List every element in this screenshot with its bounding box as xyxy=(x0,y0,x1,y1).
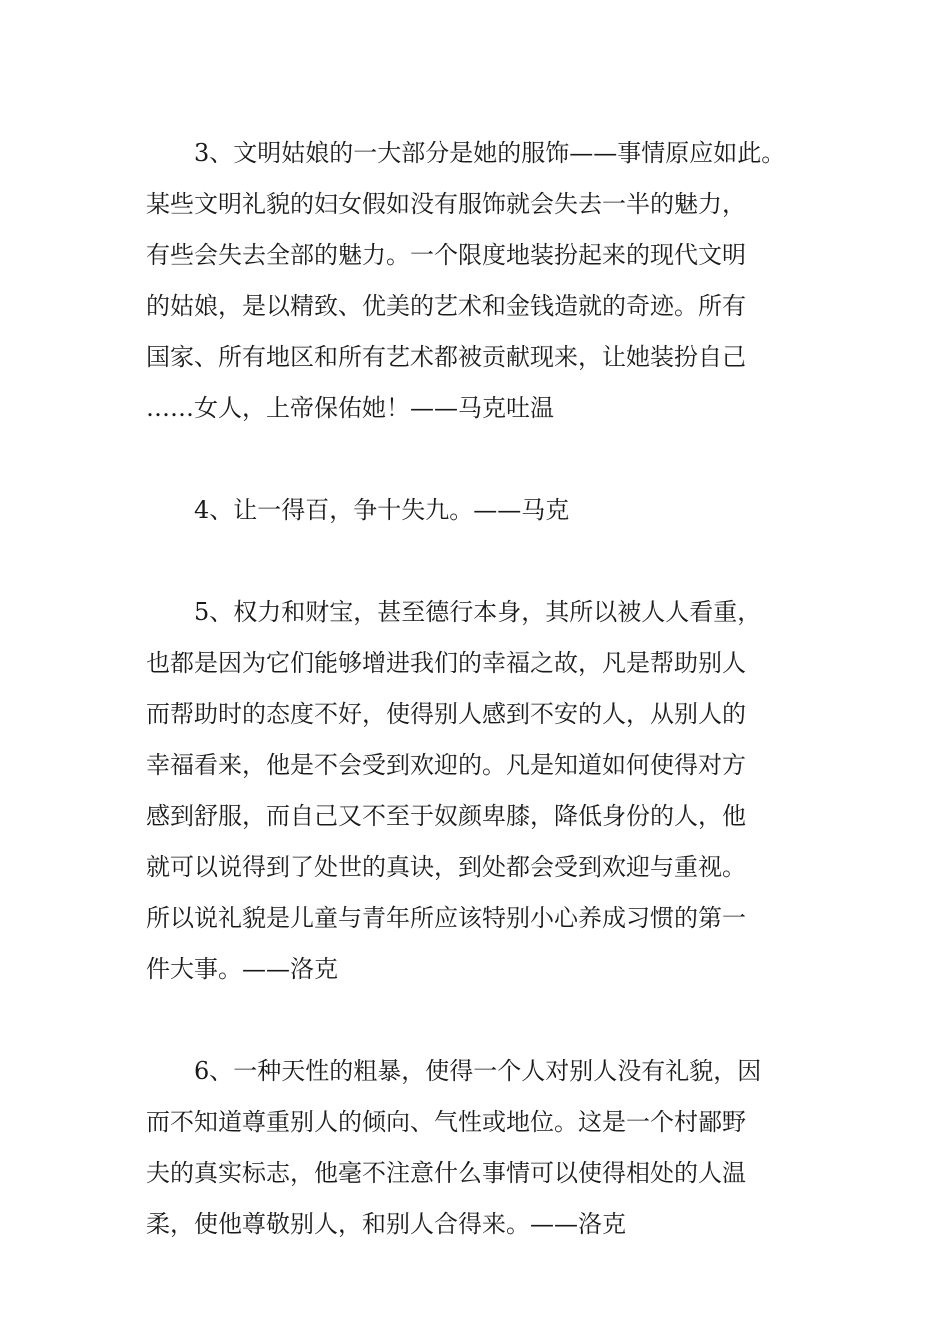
quote-paragraph-4 xyxy=(146,485,811,536)
text-line: 件大事。——洛克 xyxy=(146,955,338,983)
text-line: 而帮助时的态度不好，使得别人感到不安的人，从别人的 xyxy=(146,700,746,728)
paragraph-spacer xyxy=(146,995,811,1046)
text-line: 感到舒服，而自己又不至于奴颜卑膝，降低身份的人，他 xyxy=(146,802,746,830)
text-line: 5、权力和财宝，甚至德行本身，其所以被人人看重， xyxy=(194,598,762,626)
text-line: 就可以说得到了处世的真诀，到处都会受到欢迎与重视。 xyxy=(146,853,746,881)
text-line: 3、文明姑娘的一大部分是她的服饰——事情原应如此。 xyxy=(194,139,786,167)
text-line: 有些会失去全部的魅力。一个限度地装扮起来的现代文明 xyxy=(146,241,746,269)
text-line: 夫的真实标志，他毫不注意什么事情可以使得相处的人温 xyxy=(146,1159,746,1187)
text-line: 也都是因为它们能够增进我们的幸福之故，凡是帮助别人 xyxy=(146,649,746,677)
text-line: 柔，使他尊敬别人，和别人合得来。——洛克 xyxy=(146,1210,626,1238)
text-line: 6、一种天性的粗暴，使得一个人对别人没有礼貌，因 xyxy=(194,1057,762,1085)
paragraph-spacer xyxy=(146,434,811,485)
quote-paragraph-5 xyxy=(146,587,811,995)
text-line: 某些文明礼貌的妇女假如没有服饰就会失去一半的魅力， xyxy=(146,190,746,218)
text-line: 国家、所有地区和所有艺术都被贡献现来，让她装扮自己 xyxy=(146,343,746,371)
quote-paragraph-6 xyxy=(146,1046,811,1250)
text-line: 幸福看来，他是不会受到欢迎的。凡是知道如何使得对方 xyxy=(146,751,746,779)
document-page xyxy=(146,128,811,1250)
text-line: 的姑娘，是以精致、优美的艺术和金钱造就的奇迹。所有 xyxy=(146,292,746,320)
paragraph-spacer xyxy=(146,536,811,587)
text-line: 而不知道尊重别人的倾向、气性或地位。这是一个村鄙野 xyxy=(146,1108,746,1136)
text-line: ……女人，上帝保佑她！——马克吐温 xyxy=(146,394,554,422)
text-line: 4、让一得百，争十失九。——马克 xyxy=(194,496,570,524)
text-line: 所以说礼貌是儿童与青年所应该特别小心养成习惯的第一 xyxy=(146,904,746,932)
quote-paragraph-3 xyxy=(146,128,811,434)
